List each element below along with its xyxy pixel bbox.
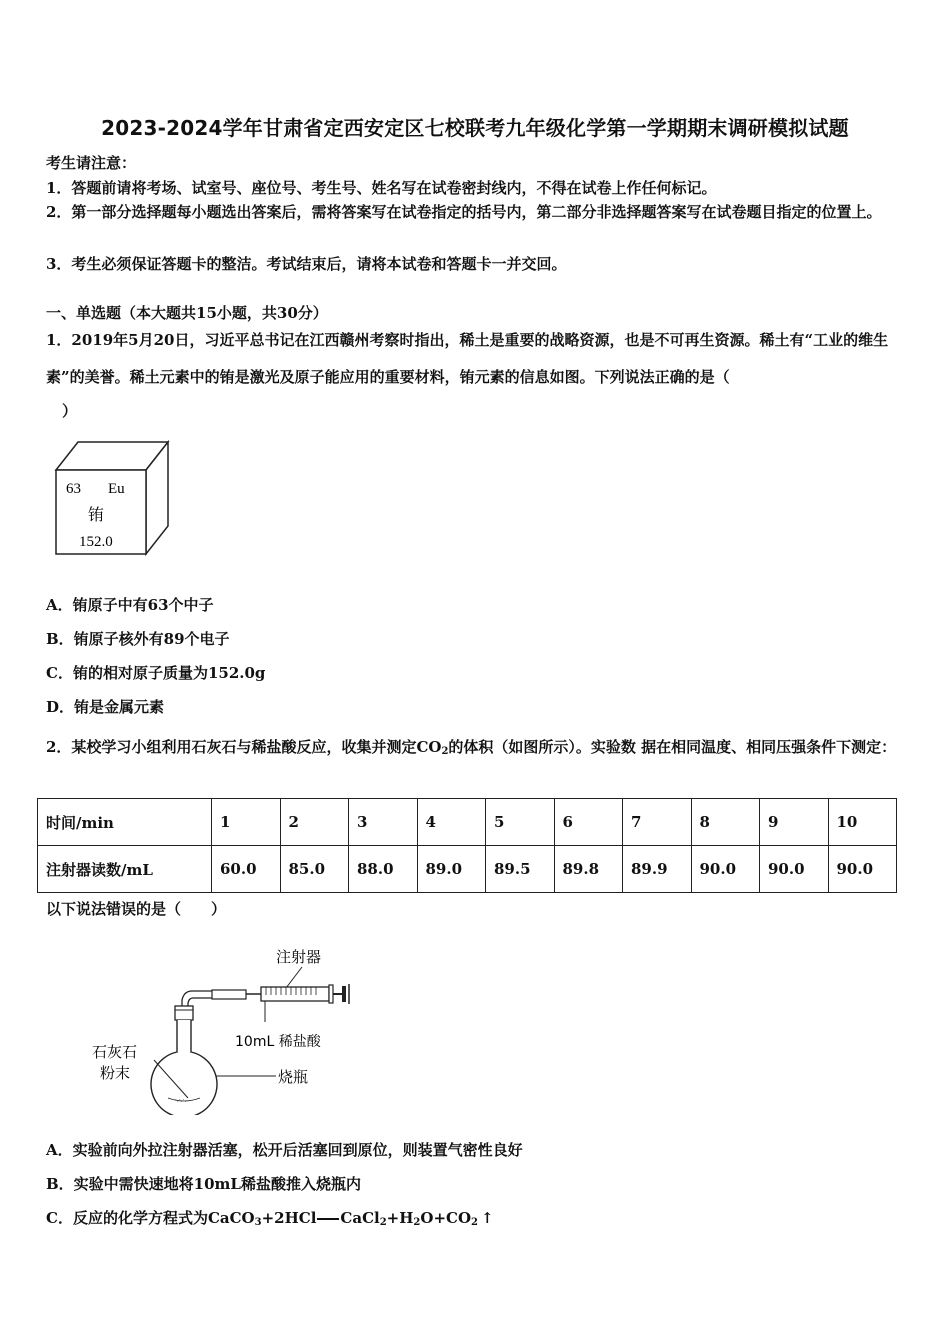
label-syringe: 注射器 <box>276 948 322 966</box>
table-cell: 1 <box>212 799 281 846</box>
table-cell: 90.0 <box>760 846 829 893</box>
section-heading: 一、单选题（本大题共15小题，共30分） <box>46 304 328 322</box>
notice-item-1: 1．答题前请将考场、试室号、座位号、考生号、姓名写在试卷密封线内，不得在试卷上作任何标记。 <box>46 179 717 197</box>
q1-option-d: D．铕是金属元素 <box>46 698 165 716</box>
svg-text:·.·.·.: ·.·.·. <box>175 1097 187 1104</box>
equation-equals-icon <box>317 1218 339 1220</box>
table-row <box>38 846 897 893</box>
table-cell: 4 <box>417 799 486 846</box>
element-symbol: Eu <box>108 481 125 497</box>
subscript: 3 <box>254 1217 262 1228</box>
q2-stem-sub: 2 <box>441 746 449 757</box>
table-cell: 89.9 <box>623 846 692 893</box>
label-flask: 烧瓶 <box>278 1068 309 1086</box>
table-cell: 89.0 <box>417 846 486 893</box>
element-cube-figure <box>52 440 172 558</box>
element-number: 63 <box>66 481 81 497</box>
q1-option-a: A．铕原子中有63个中子 <box>46 596 214 614</box>
table-cell: 3 <box>349 799 418 846</box>
table-cell: 85.0 <box>280 846 349 893</box>
apparatus-figure <box>80 940 370 1115</box>
row-label-reading: 注射器读数/mL <box>38 846 212 893</box>
label-powder-line1: 石灰石 <box>92 1043 138 1061</box>
label-powder-line2: 粉末 <box>100 1064 131 1082</box>
q2-option-c-text: +2HCl <box>261 1209 317 1227</box>
table-cell: 90.0 <box>828 846 897 893</box>
syringe-flange <box>329 985 333 1003</box>
subscript: 2 <box>379 1217 387 1228</box>
table-cell: 10 <box>828 799 897 846</box>
q2-option-c-text: C．反应的化学方程式为CaCO <box>46 1209 255 1227</box>
leader-syringe <box>286 967 302 988</box>
table-cell: 90.0 <box>691 846 760 893</box>
q2-option-c <box>46 1207 494 1228</box>
stopper <box>175 1006 193 1020</box>
table-cell: 89.5 <box>486 846 555 893</box>
table-cell: 7 <box>623 799 692 846</box>
gas-arrow-icon: ↑ <box>481 1209 494 1227</box>
q2-stem-b: 的体积（如图所示）。实验数 据在相同温度、相同压强条件下测定： <box>448 738 897 756</box>
q2-stem-a: 2．某校学习小组利用石灰石与稀盐酸反应，收集并测定CO <box>46 738 442 756</box>
table-cell: 6 <box>554 799 623 846</box>
q2-option-c-text: CaCl <box>340 1209 380 1227</box>
table-cell: 9 <box>760 799 829 846</box>
q1-stem-end: ） <box>62 402 78 420</box>
table-cell: 89.8 <box>554 846 623 893</box>
notice-item-3: 3．考生必须保证答题卡的整洁。考试结束后，请将本试卷和答题卡一并交回。 <box>46 255 567 273</box>
q2-option-b: B．实验中需快速地将10mL稀盐酸推入烧瓶内 <box>46 1175 361 1193</box>
q1-stem: 1．2019年5月20日，习近平总书记在江西赣州考察时指出，稀土是重要的战略资源，也是不可再生资源。稀土有“工业的维生素”的美誉。稀土元素中的铕是激光及原子能应用的重要材料，铕元素的信息如图。下列说法正确的是（ <box>46 331 889 386</box>
table-row <box>38 799 897 846</box>
page-title: 2023-2024学年甘肃省定西安定区七校联考九年级化学第一学期期末调研模拟试题 <box>101 116 849 140</box>
syringe-plunger-head <box>342 986 346 1002</box>
notice-heading: 考生请注意： <box>46 154 137 172</box>
q2-option-c-text: +H <box>386 1209 414 1227</box>
label-acid: 10mL 稀盐酸 <box>235 1034 321 1050</box>
subscript: 2 <box>413 1217 421 1228</box>
data-table <box>37 798 897 893</box>
q1-option-b: B．铕原子核外有89个电子 <box>46 630 230 648</box>
table-cell: 88.0 <box>349 846 418 893</box>
rubber-tube <box>212 990 246 999</box>
element-mass: 152.0 <box>79 534 113 550</box>
table-cell: 2 <box>280 799 349 846</box>
q2-option-a: A．实验前向外拉注射器活塞，松开后活塞回到原位，则装置气密性良好 <box>46 1141 523 1159</box>
q2-question: 以下说法错误的是（ ） <box>46 900 227 918</box>
table-cell: 8 <box>691 799 760 846</box>
element-name: 铕 <box>88 505 105 524</box>
subscript: 2 <box>471 1217 478 1228</box>
q2-stem <box>46 728 912 771</box>
q1-option-c: C．铕的相对原子质量为152.0g <box>46 664 266 682</box>
table-cell: 60.0 <box>212 846 281 893</box>
q2-option-c-text: O+CO <box>420 1209 472 1227</box>
table-cell: 5 <box>486 799 555 846</box>
notice-item-2: 2．第一部分选择题每小题选出答案后，需将答案写在试卷指定的括号内，第二部分非选择题答案写在试卷题目指定的位置上。 <box>46 203 882 221</box>
row-label-time: 时间/min <box>38 799 212 846</box>
